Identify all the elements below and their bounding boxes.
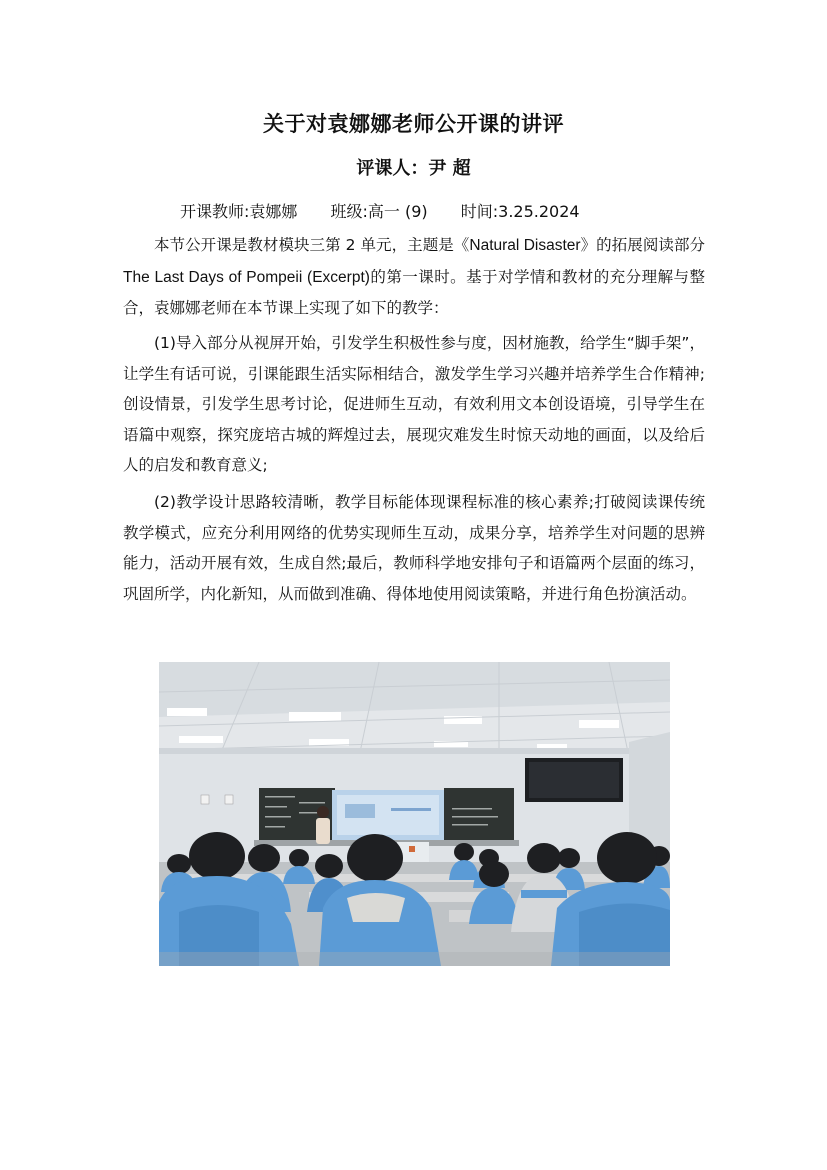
lesson-meta	[180, 199, 580, 222]
paragraph-intro	[123, 230, 705, 324]
intro-text-1: 本节公开课是教材模块三第 2 单元，主题是《	[154, 236, 470, 254]
reviewer-line: 评课人：尹 超	[356, 158, 471, 179]
intro-text-2: 》的拓展阅读部分	[580, 236, 706, 254]
classroom-photo	[159, 662, 670, 966]
unit-title: Natural Disaster	[469, 237, 581, 254]
class-info: 班级:高一 (9)	[330, 202, 428, 221]
teacher-info: 开课教师:袁娜娜	[180, 202, 298, 221]
document-title: 关于对袁娜娜老师公开课的讲评	[263, 112, 564, 136]
reading-title: The Last Days of Pompeii (Excerpt)	[123, 268, 370, 286]
paragraph-point-1: (1)导入部分从视屏开始，引发学生积极性参与度，因材施教，给学生“脚手架”，让学生有话可说，引课能跟生活实际相结合，激发学生学习兴趣并培养学生合作精神;创设情景，引发学生思考讨论，促进师生互动，有效利用文本创设语境，引导学生在语篇中观察，探究庞培古城的辉煌过去，展现灾难发生时惊天动地的画面，以及给后人的启发和教育意义;	[123, 334, 705, 474]
paragraph-point-2: (2)教学设计思路较清晰，教学目标能体现课程标准的核心素养;打破阅读课传统教学模式，应充分利用网络的优势实现师生互动，成果分享，培养学生对问题的思辨能力，活动开展有效，生成自然;最后，教师科学地安排句子和语篇两个层面的练习，巩固所学，内化新知，从而做到准确、得体地使用阅读策略，并进行角色扮演活动。	[123, 493, 705, 603]
time-info: 时间:3.25.2024	[460, 202, 580, 221]
intro-text-3: 的第一课时。基于对学情和教材的充分理解与整合，袁娜娜老师在本节课上实现了如下的教学：	[123, 267, 705, 317]
